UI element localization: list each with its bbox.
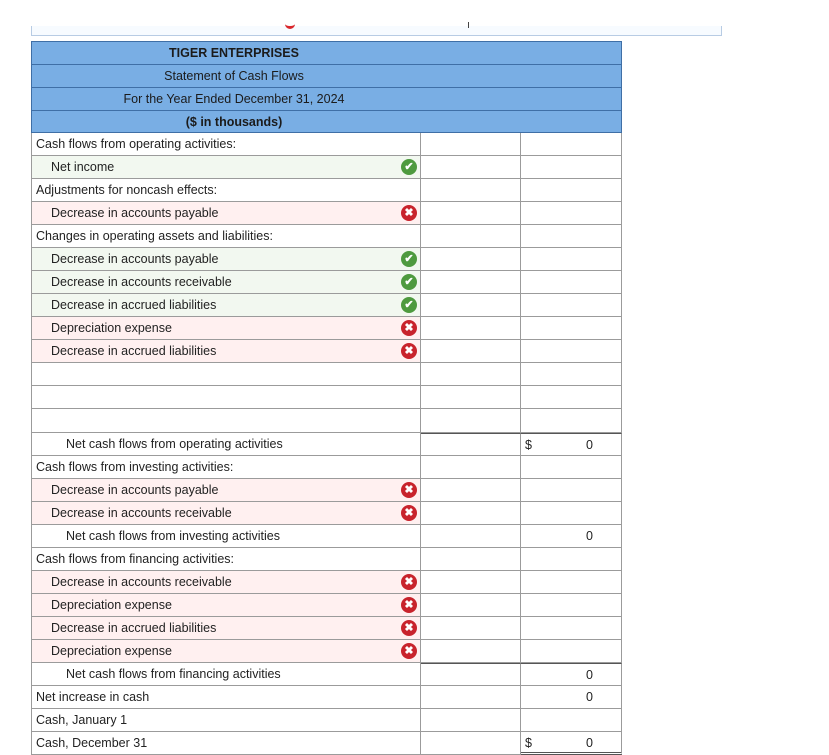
line-item-label: Depreciation expense: [51, 598, 172, 612]
table-row: [31, 456, 622, 479]
cross-icon: ✖: [401, 482, 417, 498]
line-item-select[interactable]: [31, 663, 421, 686]
total-input[interactable]: [521, 179, 622, 202]
line-item-select[interactable]: [31, 179, 421, 202]
table-row: [31, 294, 622, 317]
total-input[interactable]: [521, 340, 622, 363]
table-row: [31, 363, 622, 386]
line-item-select[interactable]: [31, 456, 421, 479]
line-item-select[interactable]: [31, 709, 421, 732]
total-value: 0: [586, 668, 593, 682]
line-item-select[interactable]: [31, 640, 421, 663]
amount-input[interactable]: [421, 456, 521, 479]
cross-icon: ✖: [401, 574, 417, 590]
line-item-select[interactable]: [31, 340, 421, 363]
amount-input[interactable]: [421, 386, 521, 409]
total-value: 0: [586, 736, 593, 750]
table-row: [31, 433, 622, 456]
amount-input[interactable]: [421, 271, 521, 294]
total-input[interactable]: [521, 571, 622, 594]
amount-input[interactable]: [421, 202, 521, 225]
cross-icon: ✖: [401, 643, 417, 659]
units-header: [31, 110, 622, 133]
total-input[interactable]: [521, 317, 622, 340]
total-value: 0: [586, 438, 593, 452]
amount-input[interactable]: [421, 340, 521, 363]
total-input[interactable]: [521, 709, 622, 732]
line-item-select[interactable]: [31, 317, 421, 340]
statement-title: Statement of Cash Flows: [164, 69, 304, 83]
table-row: [31, 386, 622, 409]
total-input[interactable]: [521, 202, 622, 225]
line-item-select[interactable]: [31, 617, 421, 640]
line-item-label: Decrease in accounts payable: [51, 206, 219, 220]
table-row: [31, 248, 622, 271]
total-cell: [521, 732, 622, 755]
check-icon: ✔: [401, 297, 417, 313]
line-item-label: Adjustments for noncash effects:: [36, 183, 218, 197]
amount-input[interactable]: [421, 571, 521, 594]
empty-line-item-select[interactable]: [31, 409, 421, 433]
line-item-select[interactable]: [31, 525, 421, 548]
statement-period: For the Year Ended December 31, 2024: [123, 92, 345, 106]
table-row: [31, 709, 622, 732]
amount-input[interactable]: [421, 617, 521, 640]
total-input[interactable]: [521, 409, 622, 433]
total-input[interactable]: [521, 271, 622, 294]
line-item-select[interactable]: [31, 248, 421, 271]
amount-input[interactable]: [421, 732, 521, 755]
total-input[interactable]: [521, 225, 622, 248]
statement-units: ($ in thousands): [185, 114, 283, 129]
total-value: 0: [586, 690, 593, 704]
table-row: [31, 617, 622, 640]
total-value: 0: [586, 529, 593, 543]
table-row: [31, 594, 622, 617]
line-item-select[interactable]: [31, 479, 421, 502]
table-row: [31, 202, 622, 225]
cross-icon: ✖: [401, 320, 417, 336]
line-item-label: Cash, January 1: [36, 713, 128, 727]
table-row: [31, 133, 622, 156]
total-input[interactable]: [521, 617, 622, 640]
table-row: [31, 732, 622, 755]
line-item-select[interactable]: [31, 271, 421, 294]
total-cell: [521, 525, 622, 548]
amount-input[interactable]: [421, 479, 521, 502]
company-name: TIGER ENTERPRISES: [169, 46, 299, 60]
total-input[interactable]: [521, 456, 622, 479]
table-row: [31, 225, 622, 248]
table-row: [31, 156, 622, 179]
check-icon: ✔: [401, 274, 417, 290]
table-row: [31, 479, 622, 502]
table-row: [31, 409, 622, 433]
line-item-select[interactable]: [31, 156, 421, 179]
line-item-label: Net increase in cash: [36, 690, 150, 704]
empty-line-item-select[interactable]: [31, 386, 421, 409]
total-input[interactable]: [521, 294, 622, 317]
line-item-select[interactable]: [31, 433, 421, 456]
amount-input[interactable]: [421, 363, 521, 386]
previous-section-strip: [31, 26, 722, 36]
amount-input[interactable]: [421, 248, 521, 271]
table-row: [31, 317, 622, 340]
line-item-label: Depreciation expense: [51, 321, 172, 335]
line-item-label: Net cash flows from operating activities: [66, 437, 283, 451]
line-item-label: Net income: [51, 160, 115, 174]
statement-header: [31, 64, 622, 87]
table-row: [31, 571, 622, 594]
total-input[interactable]: [521, 594, 622, 617]
line-item-select[interactable]: [31, 294, 421, 317]
total-input[interactable]: [521, 133, 622, 156]
table-row: [31, 640, 622, 663]
dollar-sign: $: [525, 438, 532, 452]
cross-icon: ✖: [401, 505, 417, 521]
line-item-label: Decrease in accrued liabilities: [51, 298, 217, 312]
line-item-select[interactable]: [31, 571, 421, 594]
amount-input[interactable]: [421, 709, 521, 732]
cross-icon: ✖: [401, 597, 417, 613]
amount-input[interactable]: [421, 663, 521, 686]
amount-input[interactable]: [421, 502, 521, 525]
line-item-select[interactable]: [31, 502, 421, 525]
cross-icon: ✖: [401, 205, 417, 221]
line-item-select[interactable]: [31, 202, 421, 225]
line-item-label: Cash flows from operating activities:: [36, 137, 237, 151]
cross-icon: ✖: [401, 343, 417, 359]
line-item-label: Decrease in accounts receivable: [51, 575, 232, 589]
line-item-label: Decrease in accrued liabilities: [51, 621, 217, 635]
line-item-label: Net cash flows from investing activities: [66, 529, 280, 543]
table-row: [31, 686, 622, 709]
line-item-label: Net cash flows from financing activities: [66, 667, 281, 681]
check-icon: ✔: [401, 159, 417, 175]
red-marker: [285, 20, 295, 29]
line-item-label: Depreciation expense: [51, 644, 172, 658]
line-item-label: Decrease in accounts payable: [51, 252, 219, 266]
total-input[interactable]: [521, 640, 622, 663]
line-item-label: Cash flows from financing activities:: [36, 552, 234, 566]
line-item-select[interactable]: [31, 548, 421, 571]
total-cell: [521, 686, 622, 709]
total-input[interactable]: [521, 502, 622, 525]
period-header: [31, 87, 622, 110]
line-item-label: Cash, December 31: [36, 736, 148, 750]
line-item-select[interactable]: [31, 133, 421, 156]
line-item-select[interactable]: [31, 225, 421, 248]
amount-input[interactable]: [421, 686, 521, 709]
line-item-label: Decrease in accounts payable: [51, 483, 219, 497]
total-cell: [521, 433, 622, 456]
line-item-label: Decrease in accounts receivable: [51, 275, 232, 289]
total-input[interactable]: [521, 156, 622, 179]
amount-input[interactable]: [421, 409, 521, 433]
amount-input[interactable]: [421, 317, 521, 340]
total-input[interactable]: [521, 548, 622, 571]
line-item-label: Cash flows from investing activities:: [36, 460, 234, 474]
total-input[interactable]: [521, 248, 622, 271]
dollar-sign: $: [525, 736, 532, 750]
line-item-select[interactable]: [31, 732, 421, 755]
amount-input[interactable]: [421, 548, 521, 571]
line-item-select[interactable]: [31, 594, 421, 617]
total-input[interactable]: [521, 479, 622, 502]
line-item-label: Decrease in accounts receivable: [51, 506, 232, 520]
line-item-select[interactable]: [31, 686, 421, 709]
amount-input[interactable]: [421, 156, 521, 179]
amount-input[interactable]: [421, 225, 521, 248]
empty-line-item-select[interactable]: [31, 363, 421, 386]
table-row: [31, 525, 622, 548]
amount-input[interactable]: [421, 594, 521, 617]
cross-icon: ✖: [401, 620, 417, 636]
table-row: [31, 271, 622, 294]
amount-input[interactable]: [421, 433, 521, 456]
table-row: [31, 340, 622, 363]
check-icon: ✔: [401, 251, 417, 267]
total-input[interactable]: [521, 386, 622, 409]
line-item-label: Changes in operating assets and liabilities:: [36, 229, 273, 243]
amount-input[interactable]: [421, 525, 521, 548]
table-row: [31, 502, 622, 525]
line-item-label: Decrease in accrued liabilities: [51, 344, 217, 358]
amount-input[interactable]: [421, 294, 521, 317]
total-input[interactable]: [521, 363, 622, 386]
table-row: [31, 179, 622, 202]
table-row: [31, 663, 622, 686]
amount-input[interactable]: [421, 133, 521, 156]
company-header: [31, 41, 622, 64]
amount-input[interactable]: [421, 179, 521, 202]
divider-tick: [468, 22, 469, 28]
table-row: [31, 548, 622, 571]
total-cell: [521, 663, 622, 686]
amount-input[interactable]: [421, 640, 521, 663]
